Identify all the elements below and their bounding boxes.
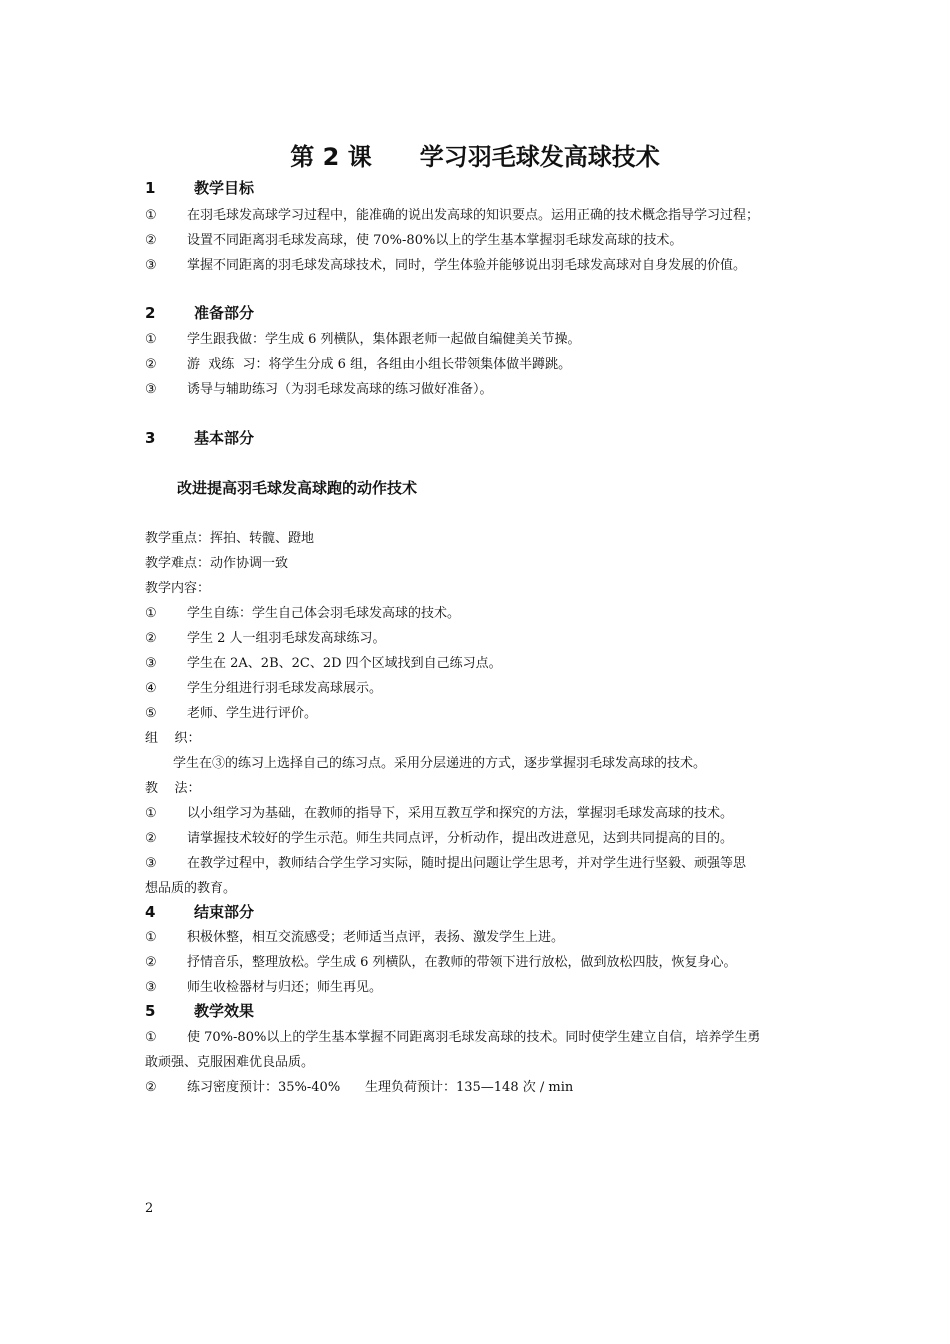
list-item: ③ 学生在 2A、2B、2C、2D 四个区域找到自己练习点。 — [145, 656, 502, 671]
list-item-continuation: 敢顽强、克服困难优良品质。 — [145, 1055, 315, 1070]
section-2-heading: 2 准备部分 — [145, 304, 255, 322]
list-item: ① 积极休整，相互交流感受；老师适当点评，表扬、激发学生上进。 — [145, 930, 565, 945]
page-title — [0, 137, 950, 172]
lesson-number: 第 2 课 — [290, 143, 372, 171]
teaching-difficulty: 教学难点：动作协调一致 — [145, 556, 289, 571]
list-item: ④ 学生分组进行羽毛球发高球展示。 — [145, 681, 383, 696]
list-item: ③ 诱导与辅助练习（为羽毛球发高球的练习做好准备）。 — [145, 382, 493, 397]
section-3-heading: 3 基本部分 — [145, 429, 255, 447]
lesson-topic: 学习羽毛球发高球技术 — [419, 143, 660, 171]
section-3-subtitle: 改进提高羽毛球发高球跑的动作技术 — [177, 479, 418, 497]
organization-text: 学生在③的练习上选择自己的练习点。采用分层递进的方式，逐步掌握羽毛球发高球的技术。 — [173, 756, 707, 771]
list-item: ② 学生 2 人一组羽毛球发高球练习。 — [145, 631, 386, 646]
section-5-heading: 5 教学效果 — [145, 1002, 255, 1020]
organization-label: 组 织： — [145, 731, 201, 746]
list-item: ③ 掌握不同距离的羽毛球发高球技术，同时，学生体验并能够说出羽毛球发高球对自身发展的价值。 — [145, 258, 747, 273]
list-item: ⑤ 老师、学生进行评价。 — [145, 706, 318, 721]
list-item: ① 学生跟我做：学生成 6 列横队，集体跟老师一起做自编健美关节操。 — [145, 332, 581, 347]
list-item: ② 练习密度预计：35%-40% 生理负荷预计：135—148 次 / min — [145, 1080, 574, 1095]
list-item: ③ 师生收检器材与归还；师生再见。 — [145, 980, 383, 995]
list-item: ① 使 70%-80%以上的学生基本掌握不同距离羽毛球发高球的技术。同时使学生建立自信，培养学生勇 — [145, 1030, 761, 1045]
list-item: ③ 在教学过程中，教师结合学生学习实际，随时提出问题让学生思考，并对学生进行坚毅、顽强等思 — [145, 856, 747, 871]
teaching-content-label: 教学内容： — [145, 581, 211, 596]
list-item: ② 请掌握技术较好的学生示范。师生共同点评，分析动作，提出改进意见，达到共同提高的目的。 — [145, 831, 734, 846]
teaching-focus: 教学重点：挥拍、转髋、蹬地 — [145, 531, 315, 546]
list-item-continuation: 想品质的教育。 — [145, 881, 237, 896]
section-1-heading: 1 教学目标 — [145, 179, 255, 197]
method-label: 教 法： — [145, 781, 201, 796]
section-4-heading: 4 结束部分 — [145, 903, 255, 921]
list-item: ① 在羽毛球发高球学习过程中，能准确的说出发高球的知识要点。运用正确的技术概念指导学习过程； — [145, 208, 760, 223]
list-item: ② 游 戏练 习：将学生分成 6 组，各组由小组长带领集体做半蹲跳。 — [145, 357, 572, 372]
list-item: ① 以小组学习为基础，在教师的指导下，采用互教互学和探究的方法，掌握羽毛球发高球的技术。 — [145, 806, 734, 821]
page-number: 2 — [145, 1201, 154, 1216]
list-item: ① 学生自练：学生自己体会羽毛球发高球的技术。 — [145, 606, 461, 621]
list-item: ② 抒情音乐，整理放松。学生成 6 列横队，在教师的带领下进行放松，做到放松四肢，恢复身心。 — [145, 955, 737, 970]
list-item: ② 设置不同距离羽毛球发高球，使 70%-80%以上的学生基本掌握羽毛球发高球的技术。 — [145, 233, 683, 248]
